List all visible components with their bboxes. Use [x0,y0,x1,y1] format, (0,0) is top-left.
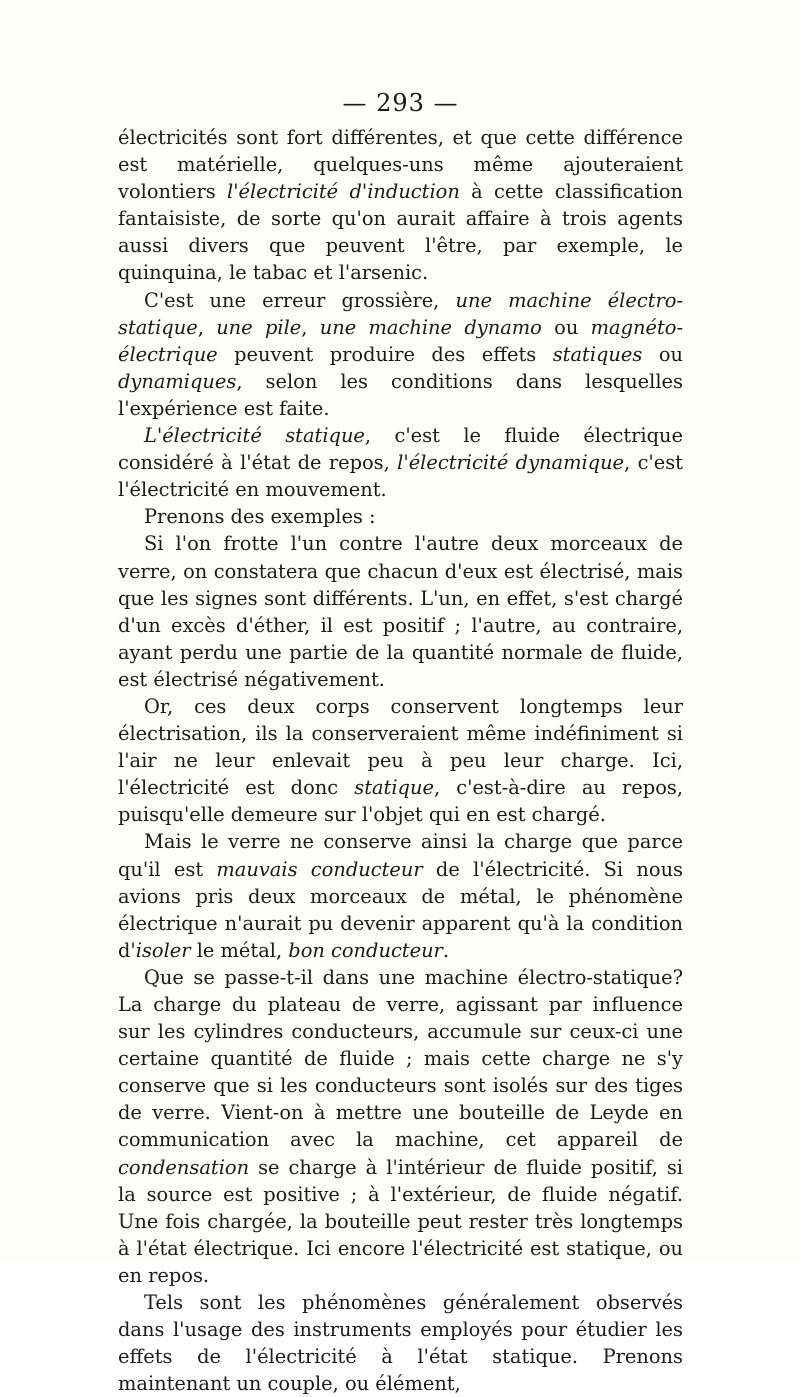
italic-text: une pile [216,315,302,339]
text-run: , c'est l'électricité en mouvement. [118,451,683,502]
text-run: Que se passe-t-il dans une machine électro-statique? La charge du plateau de verre, agissant par influence sur les cylindres conducteurs, accumule sur ceux-ci une certaine quantité de fluide ; mais cette charge ne s'y conserve que si les conducteurs sont isolés sur des tiges de verre. Vient-on à mettre une bouteille de Leyde en communication avec la machine, cet appareil de [118,965,683,1152]
text-run: , c'est-à-dire au repos, puisqu'elle demeure sur l'objet qui en est chargé. [118,776,683,827]
italic-text: une machine électro-statique [118,288,683,339]
text-run: Prenons des exemples : [144,505,376,529]
italic-text: dynamiques [118,369,237,393]
paragraph [118,503,683,530]
text-run: , [301,315,320,339]
text-run: ou [642,342,683,366]
text-run: de l'électricité. Si nous avions pris deux morceaux de métal, le phénomène électrique n'aurait pu devenir apparent qu'à la condition d' [118,857,684,962]
text-run: Tels sont les phénomènes généralement observés dans l'usage des instruments employés pour étudier les effets de l'électricité à l'état statique. Prenons maintenant un couple, ou élément, [118,1291,683,1396]
italic-text: l'électricité dynamique [397,451,625,475]
italic-text: l'électricité d'induction [227,180,460,204]
paragraph [118,828,683,963]
italic-text: isoler [135,938,191,962]
text-run: Or, ces deux corps conservent longtemps leur électrisation, ils la conserveraient même indéfiniment si l'air ne leur enlevait peu à peu leur charge. Ici, l'électricité est donc [118,694,683,800]
text-run: ou [541,315,591,339]
text-run: à cette classification fantaisiste, de sorte qu'on aurait affaire à trois agents aussi divers que peuvent l'être, par exemple, le quinquina, le tabac et l'arsenic. [118,180,683,285]
italic-text: magnéto-électrique [118,315,683,366]
paragraph [118,1289,683,1397]
italic-text: une machine dynamo [319,315,542,339]
text-run: Si l'on frotte l'un contre l'autre deux morceaux de verre, on constatera que chacun d'eux est électrisé, mais que les signes sont différents. L'un, en effet, s'est chargé d'un excès d'éther, il est positif ; l'autre, au contraire, ayant perdu une partie de la quantité normale de fluide, est électrisé négativement. [118,532,683,691]
paragraph [118,124,683,287]
text-run: C'est une erreur grossière, [144,288,456,312]
paragraph [118,422,683,503]
italic-text: condensation [118,1155,250,1179]
italic-text: statique [354,776,434,800]
paragraph [118,530,683,693]
paragraph [118,964,683,1289]
text-run: . [442,938,450,962]
italic-text: bon conducteur [288,938,443,962]
italic-text: statiques [552,342,643,366]
text-run: se charge à l'intérieur de fluide positif, si la source est positive ; à l'extérieur, de fluide négatif. Une fois chargée, la bouteille peut rester très longtemps à l'état électrique. Ici encore l'électricité est statique, ou en repos. [118,1155,683,1287]
paragraph [118,693,683,828]
text-run: , c'est le fluide électrique considéré à l'état de repos, [118,424,683,475]
text-run: le métal, [190,938,289,962]
body-text [118,124,683,1397]
page-number: — 293 — [342,89,459,117]
text-run: électricités sont fort différentes, et que cette différence est matérielle, quelques-uns même ajouteraient volontiers [118,126,683,204]
italic-text: mauvais conducteur [216,857,423,881]
text-run: , selon les conditions dans lesquelles l'expérience est faite. [118,369,683,420]
italic-text: L'électricité statique [144,424,365,448]
text-run: peuvent produire des effets [217,342,553,366]
paragraph [118,287,683,422]
text-run: Mais le verre ne conserve ainsi la charge que parce qu'il est [118,830,683,881]
text-run: , [197,315,217,339]
